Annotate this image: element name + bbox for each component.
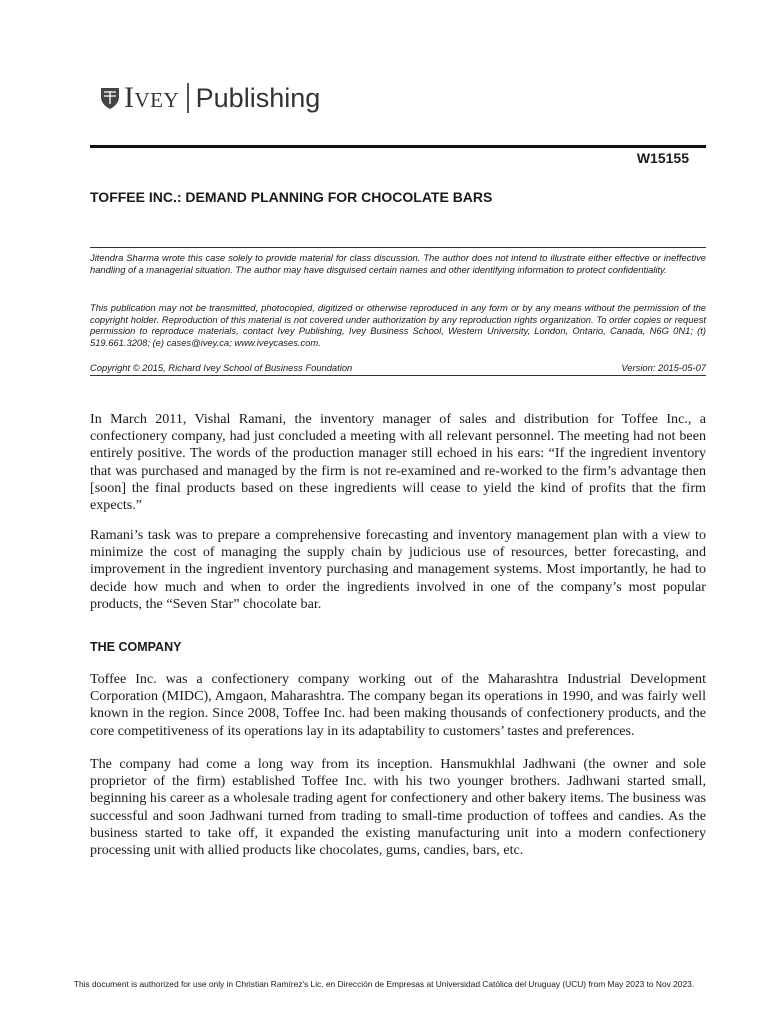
version-text: Version: 2015-05-07	[621, 362, 706, 373]
crest-icon	[100, 86, 120, 110]
logo-ivey-word: Ivey	[124, 81, 180, 114]
paragraph-company: Toffee Inc. was a confectionery company working out of the Maharashtra Industrial Development Corporation (MIDC), Amgaon, Maharashtra. The company began its operations in 1990, and was fairly well known in the region. Since 2008, Toffee Inc. had been making thousands of confectionery products, and the core competitiveness of its operations lay in its adaptability to customers’ tastes and preferences.	[90, 671, 706, 739]
ivey-publishing-logo	[100, 76, 320, 120]
section-heading-company: THE COMPANY	[90, 640, 182, 654]
logo-publishing-word: Publishing	[195, 82, 321, 113]
case-title: TOFFEE INC.: DEMAND PLANNING FOR CHOCOLATE BARS	[90, 189, 493, 205]
paragraph-task: Ramani’s task was to prepare a comprehensive forecasting and inventory management plan with a view to minimize the cost of managing the supply chain by judicious use of resources, better forecasting, and improvement in the ingredient inventory purchasing and management systems. Most importantly, he had to decide how much and when to order the ingredients involved in one of the company’s most popular products, the “Seven Star” chocolate bar.	[90, 527, 706, 612]
header-rule	[90, 145, 706, 148]
paragraph-history: The company had come a long way from its inception. Hansmukhlal Jadhwani (the owner and sole proprietor of the firm) established Toffee Inc. with his two younger brothers. Jadhwani started small, beginning his career as a wholesale trading agent for confectionery and other bakery items. The business was successful and soon Jadhwani turned from trading to small-time production of toffees and candies. As the business started to take off, it expanded the existing manufacturing unit into a modern confectionery processing unit with allied products like chocolates, gums, candies, bars, etc.	[90, 756, 706, 859]
authorization-footer: This document is authorized for use only in Christian Ramírez's Lic. en Dirección de Empresas at Universidad Católica del Uruguay (UCU) from May 2023 to Nov 2023.	[73, 979, 695, 989]
copyright-notice: This publication may not be transmitted, photocopied, digitized or otherwise reproduced in any form or by any means without the permission of the copyright holder. Reproduction of this material is not covered under authorization by any reproduction rights organization. To order copies or request permission to reproduce materials, contact Ivey Publishing, Ivey Business School, Western University, London, Ontario, Canada, N6G 0N1; (t) 519.661.3208; (e) cases@ivey.ca; www.iveycases.com.	[90, 302, 706, 348]
copyright-row	[90, 362, 706, 373]
logo-divider	[187, 83, 189, 113]
copyright-text: Copyright © 2015, Richard Ivey School of Business Foundation	[90, 362, 353, 373]
paragraph-intro: In March 2011, Vishal Ramani, the inventory manager of sales and distribution for Toffee Inc., a confectionery company, had just concluded a meeting with all relevant personnel. The meeting had not been entirely positive. The words of the production manager still echoed in his ears: “If the ingredient inventory that was purchased and managed by the firm is not re-examined and re-worked to the firm’s advantage then [soon] the final products based on these ingredients will cease to yield the kind of profits that the firm expects.”	[90, 411, 706, 514]
disclaimer-rule-bottom	[90, 375, 706, 376]
author-note: Jitendra Sharma wrote this case solely to provide material for class discussion. The author does not intend to illustrate either effective or ineffective handling of a managerial situation. The author may have disguised certain names and other identifying information to protect confidentiality.	[90, 252, 706, 275]
case-number: W15155	[636, 150, 689, 166]
disclaimer-rule-top	[90, 247, 706, 248]
